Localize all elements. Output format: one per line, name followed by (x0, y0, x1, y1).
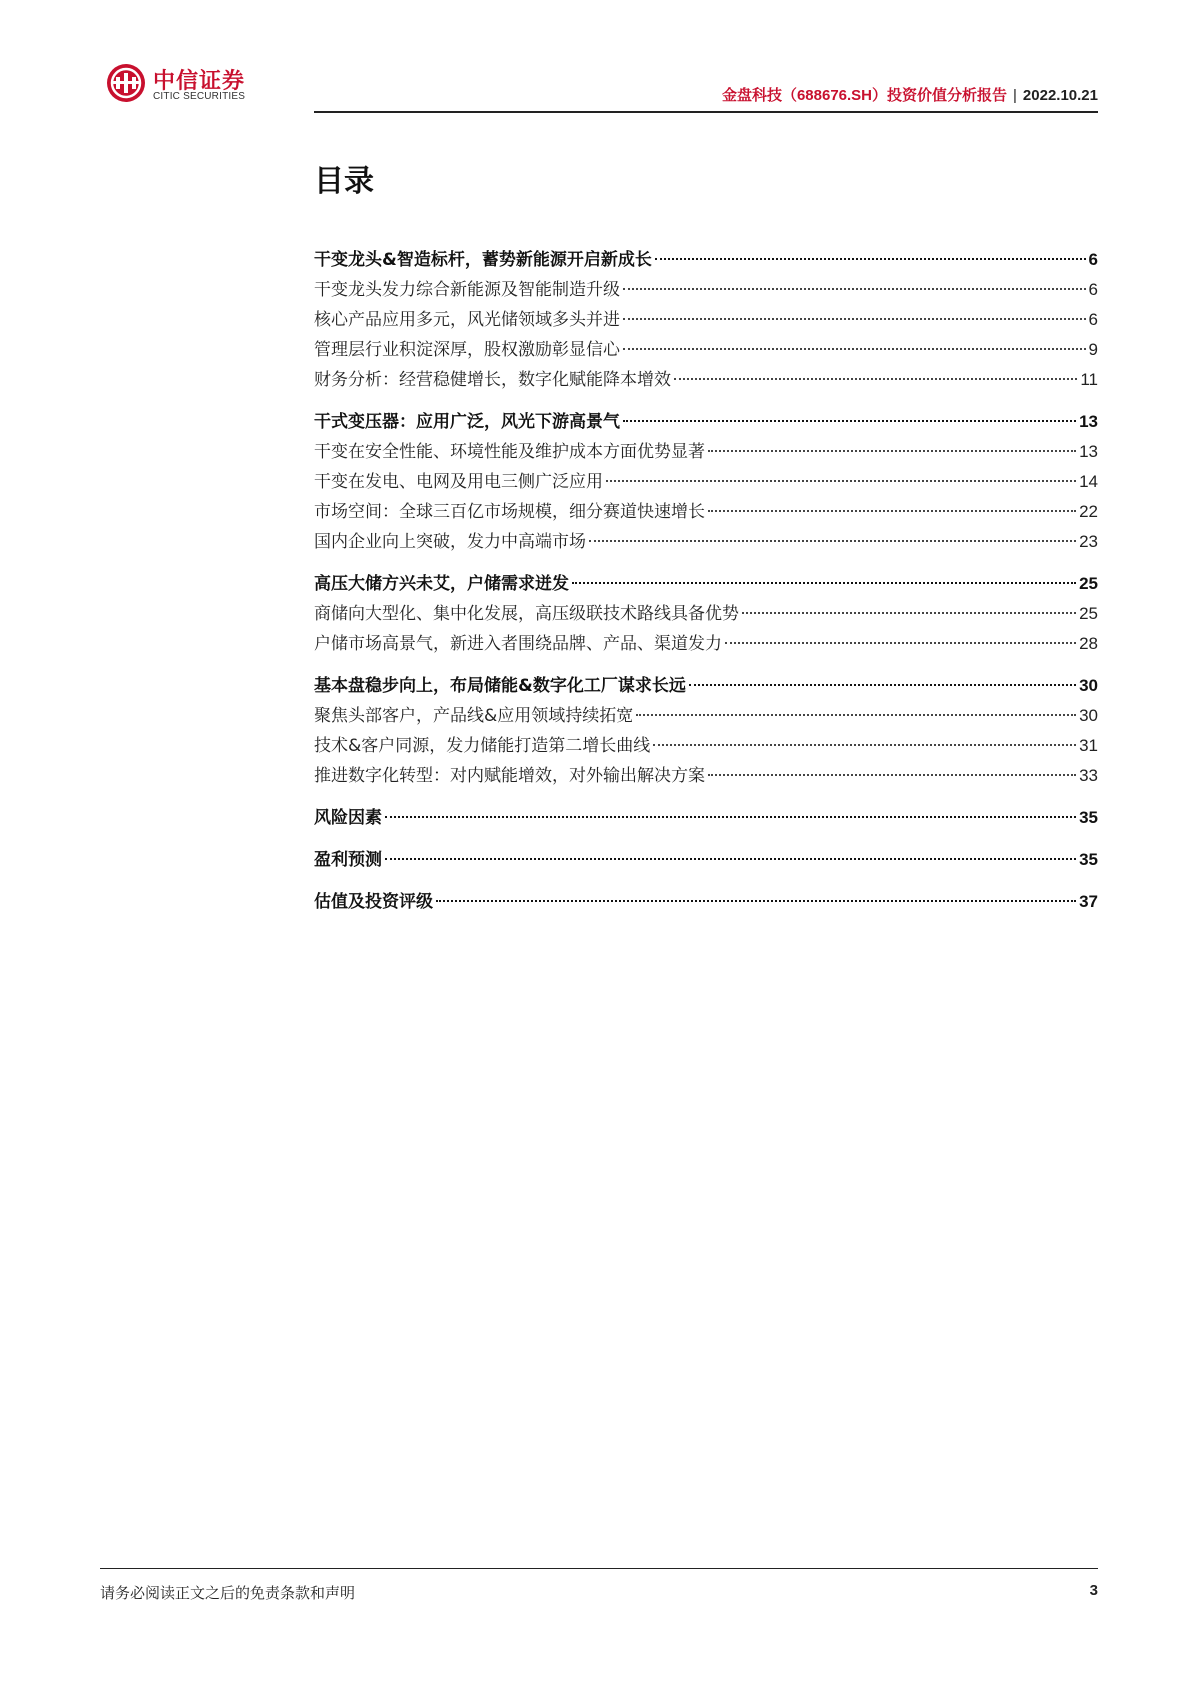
header-divider (314, 111, 1098, 113)
toc-entry-label: 基本盘稳步向上，布局储能&数字化工厂谋求长远 (314, 676, 686, 696)
toc-entry-label: 干变在发电、电网及用电三侧广泛应用 (314, 472, 603, 492)
toc-entry-page: 33 (1079, 766, 1098, 785)
toc-dot-leader (385, 816, 1076, 818)
toc-dot-leader (708, 450, 1076, 452)
toc-entry-page: 30 (1079, 706, 1098, 725)
toc-entry-page: 13 (1079, 442, 1098, 461)
toc-subsection-entry[interactable] (314, 275, 1098, 305)
toc-entry-label: 聚焦头部客户，产品线&应用领域持续拓宽 (314, 706, 634, 726)
toc-section-entry[interactable] (314, 671, 1098, 701)
toc-dot-leader (385, 858, 1076, 860)
table-of-contents (314, 245, 1098, 917)
toc-dot-leader (653, 744, 1076, 746)
company-logo (105, 62, 265, 106)
toc-section-entry[interactable] (314, 803, 1098, 833)
toc-entry-page: 14 (1079, 472, 1098, 491)
toc-entry-label: 盈利预测 (314, 850, 382, 870)
toc-subsection-entry[interactable] (314, 335, 1098, 365)
toc-entry-page: 31 (1079, 736, 1098, 755)
logo-chinese-name: 中信证券 (153, 69, 246, 94)
toc-entry-label: 核心产品应用多元，风光储领域多头并进 (314, 310, 620, 330)
toc-entry-label: 市场空间：全球三百亿市场规模，细分赛道快速增长 (314, 502, 705, 522)
toc-entry-page: 6 (1088, 310, 1098, 329)
toc-subsection-entry[interactable] (314, 467, 1098, 497)
toc-dot-leader (655, 258, 1086, 260)
toc-entry-page: 6 (1088, 280, 1098, 299)
toc-dot-leader (689, 684, 1076, 686)
toc-subsection-entry[interactable] (314, 629, 1098, 659)
toc-entry-page: 22 (1079, 502, 1098, 521)
report-date: 2022.10.21 (1022, 87, 1098, 104)
toc-dot-leader (674, 378, 1077, 380)
toc-entry-label: 高压大储方兴未艾，户储需求迸发 (314, 574, 569, 594)
toc-subsection-entry[interactable] (314, 365, 1098, 395)
toc-dot-leader (623, 318, 1086, 320)
toc-entry-label: 管理层行业积淀深厚，股权激励彰显信心 (314, 340, 620, 360)
toc-entry-label: 财务分析：经营稳健增长，数字化赋能降本增效 (314, 370, 671, 390)
toc-entry-page: 35 (1079, 808, 1098, 827)
toc-section-entry[interactable] (314, 887, 1098, 917)
toc-subsection-entry[interactable] (314, 731, 1098, 761)
toc-dot-leader (623, 288, 1086, 290)
logo-english-name: CITIC SECURITIES (153, 91, 246, 102)
toc-entry-label: 商储向大型化、集中化发展，高压级联技术路线具备优势 (314, 604, 739, 624)
toc-entry-page: 30 (1079, 676, 1098, 695)
toc-subsection-entry[interactable] (314, 527, 1098, 557)
toc-entry-label: 干变龙头&智造标杆，蓄势新能源开启新成长 (314, 250, 652, 270)
toc-section-entry[interactable] (314, 407, 1098, 437)
toc-subsection-entry[interactable] (314, 701, 1098, 731)
toc-dot-leader (708, 510, 1076, 512)
toc-entry-label: 估值及投资评级 (314, 892, 433, 912)
toc-dot-leader (623, 420, 1076, 422)
toc-subsection-entry[interactable] (314, 437, 1098, 467)
toc-dot-leader (572, 582, 1076, 584)
toc-subsection-entry[interactable] (314, 599, 1098, 629)
header-separator: | (1013, 87, 1017, 104)
toc-entry-page: 28 (1079, 634, 1098, 653)
footer-divider (100, 1568, 1098, 1569)
toc-section-entry[interactable] (314, 245, 1098, 275)
toc-entry-page: 6 (1088, 250, 1098, 269)
toc-subsection-entry[interactable] (314, 497, 1098, 527)
toc-entry-page: 37 (1079, 892, 1098, 911)
toc-dot-leader (636, 714, 1076, 716)
toc-entry-page: 35 (1079, 850, 1098, 869)
toc-dot-leader (606, 480, 1076, 482)
toc-section-entry[interactable] (314, 845, 1098, 875)
toc-title: 目录 (314, 164, 374, 199)
toc-entry-page: 13 (1079, 412, 1098, 431)
footer-disclaimer: 请务必阅读正文之后的免责条款和声明 (100, 1584, 356, 1602)
toc-entry-label: 风险因素 (314, 808, 382, 828)
toc-entry-label: 户储市场高景气，新进入者围绕品牌、产品、渠道发力 (314, 634, 722, 654)
toc-dot-leader (742, 612, 1076, 614)
footer-page-number: 3 (1089, 1582, 1098, 1599)
toc-dot-leader (725, 642, 1076, 644)
toc-subsection-entry[interactable] (314, 761, 1098, 791)
toc-entry-label: 国内企业向上突破，发力中高端市场 (314, 532, 586, 552)
toc-entry-label: 推进数字化转型：对内赋能增效，对外输出解决方案 (314, 766, 705, 786)
toc-entry-page: 25 (1079, 574, 1098, 593)
toc-entry-label: 技术&客户同源，发力储能打造第二增长曲线 (314, 736, 651, 756)
report-title: 金盘科技（688676.SH）投资价值分析报告 (721, 87, 1008, 104)
toc-entry-page: 11 (1080, 370, 1098, 389)
citic-logo-icon (105, 62, 147, 104)
toc-entry-label: 干式变压器：应用广泛，风光下游高景气 (314, 412, 620, 432)
toc-subsection-entry[interactable] (314, 305, 1098, 335)
toc-entry-page: 9 (1088, 340, 1098, 359)
toc-dot-leader (436, 900, 1076, 902)
toc-dot-leader (623, 348, 1086, 350)
toc-entry-page: 25 (1079, 604, 1098, 623)
toc-dot-leader (589, 540, 1076, 542)
toc-dot-leader (708, 774, 1076, 776)
toc-section-entry[interactable] (314, 569, 1098, 599)
toc-entry-label: 干变龙头发力综合新能源及智能制造升级 (314, 280, 620, 300)
toc-entry-page: 23 (1079, 532, 1098, 551)
toc-entry-label: 干变在安全性能、环境性能及维护成本方面优势显著 (314, 442, 705, 462)
report-header (722, 84, 1098, 105)
